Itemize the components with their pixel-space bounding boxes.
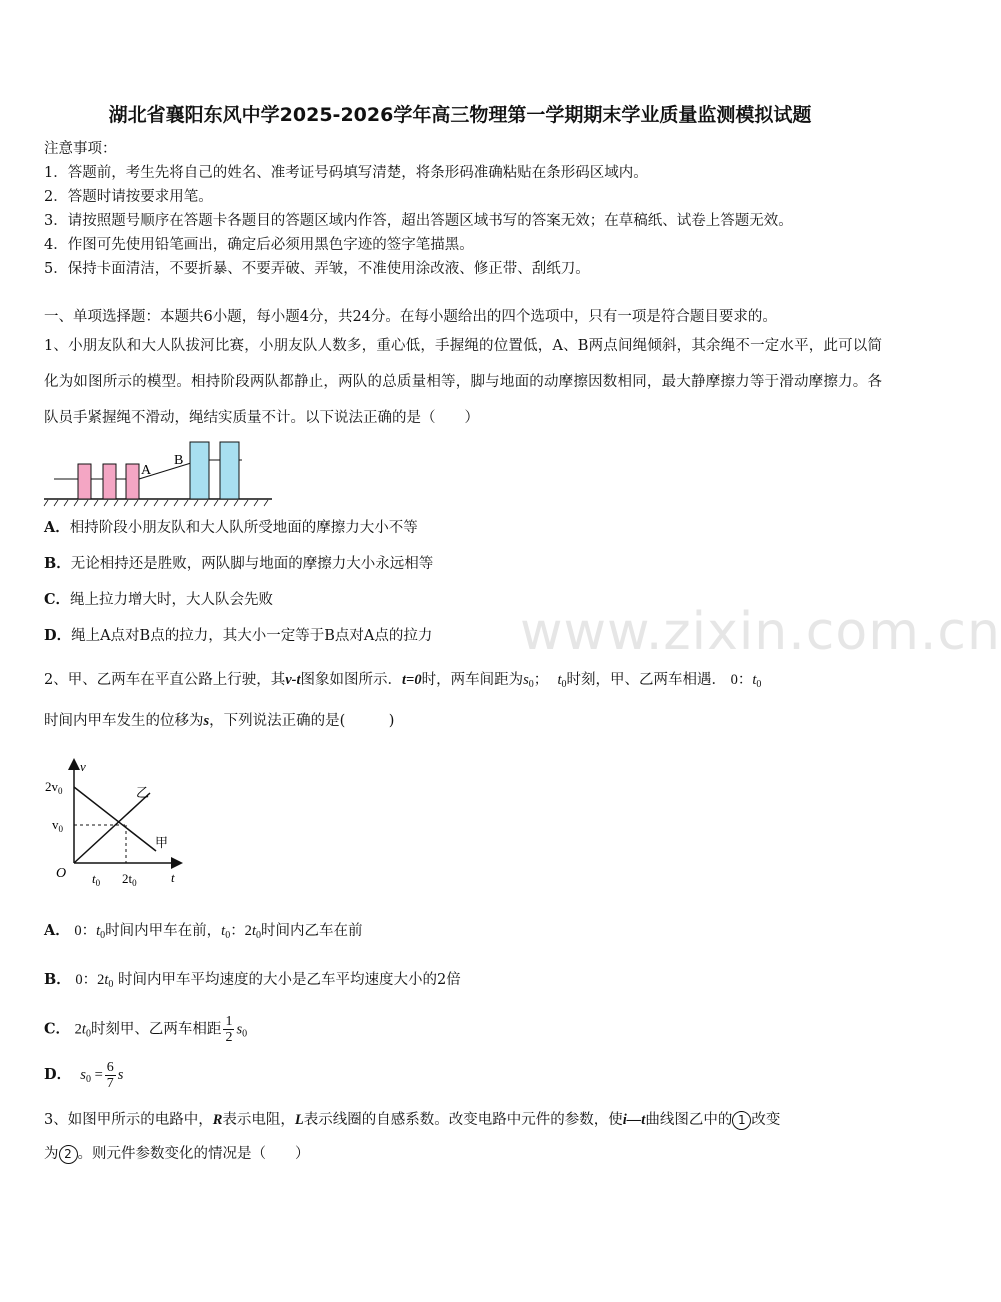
- axis-t-label: t: [171, 870, 175, 885]
- ground-hatch: [44, 500, 268, 506]
- fraction-six-sevenths: $\frac{6}{7}$: [106, 1059, 114, 1091]
- child-block-3: [126, 464, 139, 499]
- q1-option-d[interactable]: D．绳上A点对B点的拉力，其大小一定等于B点对A点的拉力: [44, 627, 433, 644]
- fraction-half: $\frac{1}{2}$: [225, 1014, 233, 1045]
- label-v0: $v_0$: [52, 817, 63, 834]
- label-yi: 乙: [136, 786, 150, 801]
- notice-item: 5．保持卡面清洁，不要折暴、不要弄破、弄皱，不准使用涂改液、修正带、刮纸刀。: [44, 261, 590, 277]
- line-yi: [74, 793, 150, 863]
- notice-item: 3．请按照题号顺序在答题卡各题目的答题区域内作答，超出答题区域书写的答案无效；在草稿纸、试卷上答题无效。: [44, 213, 793, 229]
- question-3-stem-line2: 为 2 。则元件参数变化的情况是（ ）: [44, 1146, 310, 1162]
- origin-label: O: [56, 866, 67, 881]
- axis-v-label: v: [80, 759, 86, 774]
- q2-option-d[interactable]: D． $s_0$ = $\frac{6}{7}$ s: [44, 1059, 124, 1091]
- question-2-stem-line2: 时间内甲车发生的位移为s，下列说法正确的是( ): [44, 713, 395, 729]
- point-a-label: A: [141, 463, 152, 478]
- question-1-stem: 1、小朋友队和大人队拔河比赛，小朋友队人数多，重心低，手握绳的位置低，A、B两点间绳倾斜，其余绳不一定水平，此可以简化为如图所示的模型。相持阶段两队都静止，两队的总质量相等，脚与地面的动摩擦因数相同，最大静摩擦力等于滑动摩擦力。各队员手紧握绳不滑动，绳结实质量不计。以下说法正确的是（ ）: [44, 338, 882, 426]
- notice-item: 4．作图可先使用铅笔画出，确定后必须用黑色字迹的签字笔描黑。: [44, 237, 474, 253]
- q1-option-a[interactable]: A．相持阶段小朋友队和大人队所受地面的摩擦力大小不等: [44, 519, 418, 536]
- q2-option-a[interactable]: A． 0：$t_0$时间内甲车在前，$t_0$：$2t_0$时间内乙车在前: [44, 922, 363, 941]
- adult-block-2: [220, 442, 239, 499]
- watermark: www.zixin.com.cn: [520, 602, 1001, 662]
- tug-of-war-figure: [42, 436, 274, 508]
- notice-item: 2．答题时请按要求用笔。: [44, 189, 213, 205]
- point-b-label: B: [174, 453, 184, 468]
- notice-heading: 注意事项：: [44, 141, 117, 157]
- vt-graph: [40, 755, 190, 890]
- q1-option-b[interactable]: B．无论相持还是胜败，两队脚与地面的摩擦力大小永远相等: [44, 555, 434, 572]
- q1-option-c[interactable]: C．绳上拉力增大时，大人队会先败: [44, 591, 274, 608]
- q2-option-c[interactable]: C． $2t_0$时刻甲、乙两车相距 $\frac{1}{2}$ $s_0$: [44, 1014, 248, 1045]
- q2-option-b[interactable]: B． 0：$2t_0$ 时间内甲车平均速度的大小是乙车平均速度大小的2倍: [44, 971, 461, 990]
- question-2-stem-line1: 2、甲、乙两车在平直公路上行驶，其v-t图象如图所示．t=0时，两车间距为$s_0$； $t_0$时刻，甲、乙两车相遇． 0：$t_0$: [44, 672, 762, 690]
- adult-block-1: [190, 442, 209, 499]
- child-block-1: [78, 464, 91, 499]
- section-heading: 一、单项选择题：本题共6小题，每小题4分，共24分。在每小题给出的四个选项中，只有一项是符合题目要求的。: [44, 309, 777, 325]
- child-block-2: [103, 464, 116, 499]
- question-3-stem-line1: 3、如图甲所示的电路中，R表示电阻，L表示线圈的自感系数。改变电路中元件的参数，使i—t曲线图乙中的 1 改变: [44, 1112, 781, 1128]
- circled-two: 2: [59, 1145, 78, 1164]
- label-jia: 甲: [155, 836, 169, 851]
- label-t0: $t_0$: [92, 871, 101, 888]
- label-2t0: $2t_0$: [122, 871, 137, 888]
- notice-item: 1．答题前，考生先将自己的姓名、准考证号码填写清楚，将条形码准确粘贴在条形码区域内。: [44, 165, 648, 181]
- page-title: 湖北省襄阳东风中学2025-2026学年高三物理第一学期期末学业质量监测模拟试题: [108, 104, 812, 126]
- circled-one: 1: [732, 1111, 751, 1130]
- label-2v0: $2v_0$: [45, 779, 63, 796]
